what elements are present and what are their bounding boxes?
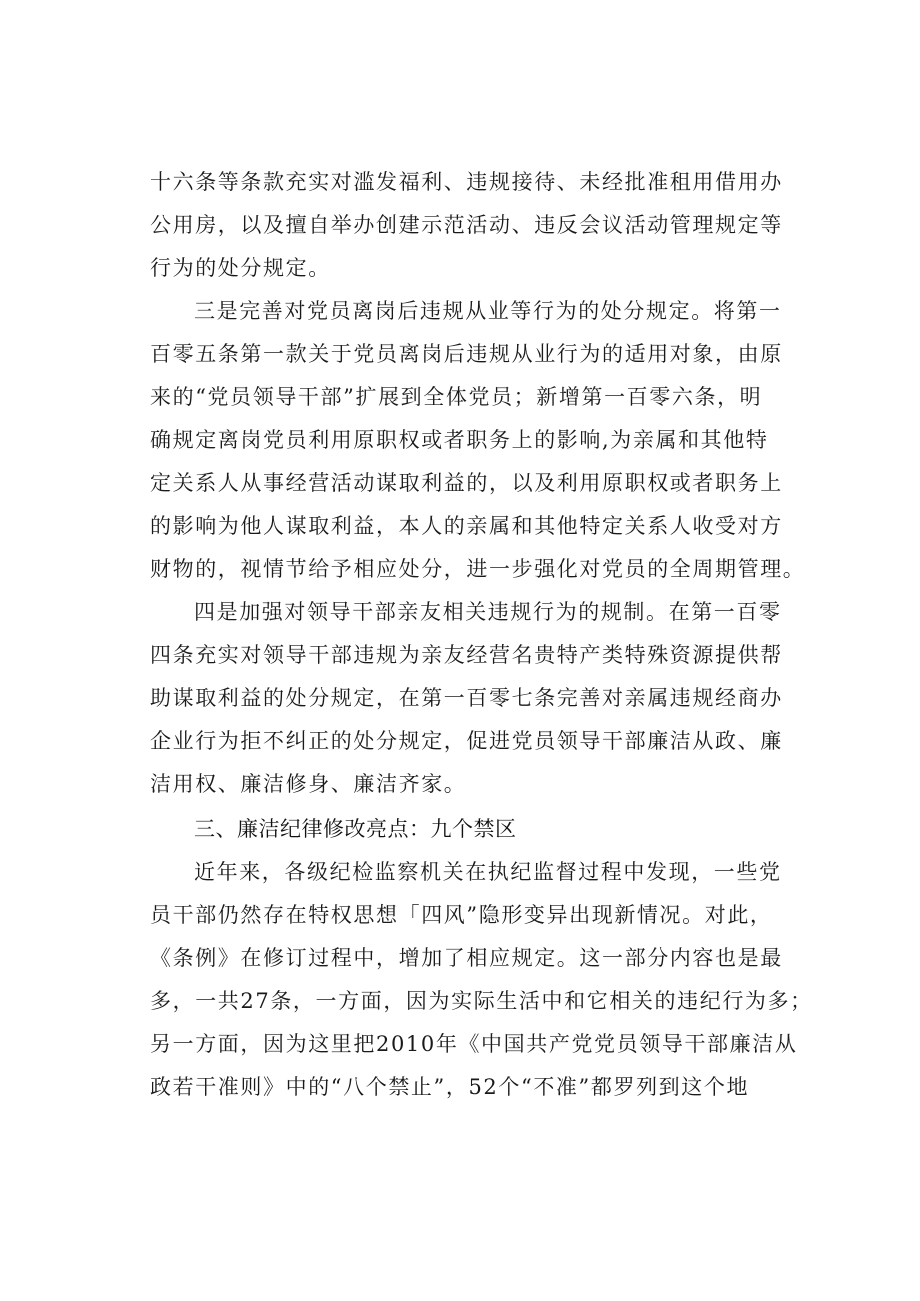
body-text-line: 行为的处分规定。 [150,256,331,280]
body-text-line: 员干部仍然存在特权思想「四风”隐形变异出现新情况。对此， [150,903,773,927]
body-text-line: 另一方面，因为这里把2010年《中国共产党党员领导干部廉洁从 [150,1032,798,1056]
paragraph-start-line: 四是加强对领导干部亲友相关违规行为的规制。在第一百零 [194,600,782,624]
body-text-line: 来的“党员领导干部”扩展到全体党员；新增第一百零六条，明 [150,385,763,409]
body-text-line: 定关系人从事经营活动谋取利益的，以及利用原职权或者职务上 [150,471,783,495]
body-text-line: 企业行为拒不纠正的处分规定，促进党员领导干部廉洁从政、廉 [150,729,783,753]
body-text-line: 的影响为他人谋取利益，本人的亲属和其他特定关系人收受对方 [150,514,783,538]
paragraph-start-line: 近年来，各级纪检监察机关在执纪监督过程中发现，一些党 [194,860,782,884]
body-text-line: 四条充实对领导干部违规为亲友经营名贵特产类特殊资源提供帮 [150,643,783,667]
body-text-line: 百零五条第一款关于党员离岗后违规从业行为的适用对象，由原 [150,342,783,366]
body-text-line: 助谋取利益的处分规定，在第一百零七条完善对亲属违规经商办 [150,686,783,710]
body-text-line: 《条例》在修订过程中，增加了相应规定。这一部分内容也是最 [150,946,783,970]
body-text-line: 多，一共27条，一方面，因为实际生活中和它相关的违纪行为多； [150,989,813,1013]
body-text-line: 十六条等条款充实对滥发福利、违规接待、未经批准租用借用办 [150,170,783,194]
body-text-line: 政若干准则》中的“八个禁止”，52个“不准”都罗列到这个地 [150,1075,750,1099]
body-text-line: 公用房，以及擅自举办创建示范活动、违反会议活动管理规定等 [150,213,783,237]
paragraph-start-line: 三是完善对党员离岗后违规从业等行为的处分规定。将第一 [194,299,782,323]
body-text-line: 确规定离岗党员利用原职权或者职务上的影响,为亲属和其他特 [150,428,769,452]
section-heading: 三、廉洁纪律修改亮点：九个禁区 [194,817,517,841]
body-text-line: 财物的，视情节给予相应处分，进一步强化对党员的全周期管理。 [150,557,806,581]
body-text-line: 洁用权、廉洁修身、廉洁齐家。 [150,772,467,796]
